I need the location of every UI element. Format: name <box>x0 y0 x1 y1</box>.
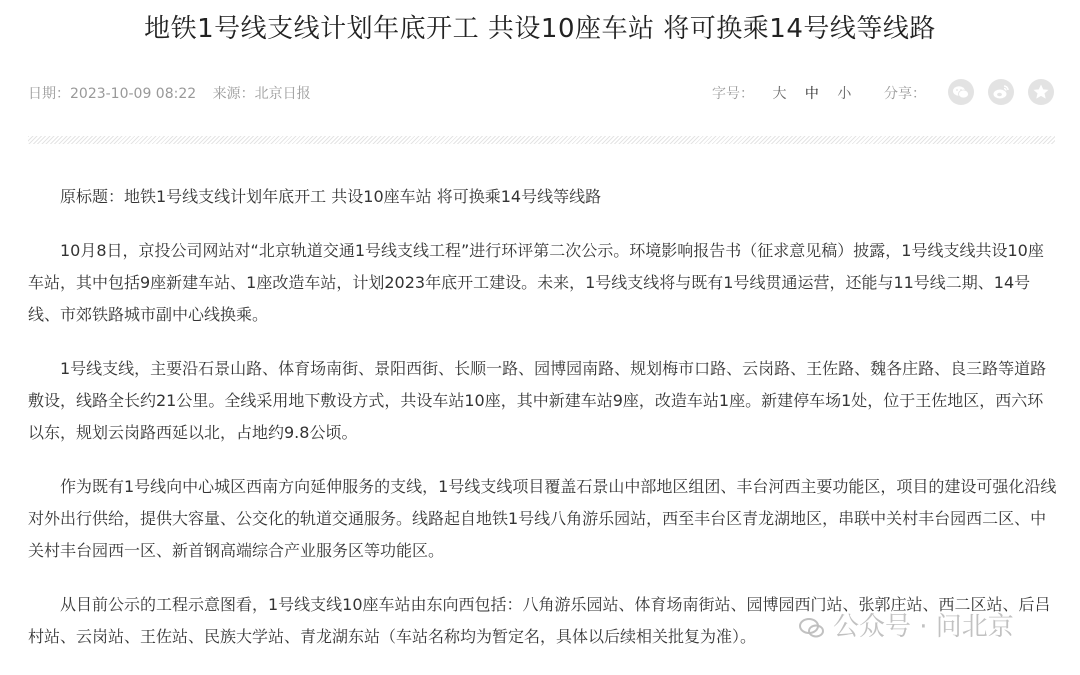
share-wechat-button[interactable] <box>948 79 974 105</box>
wechat-icon <box>948 79 974 105</box>
share-favorite-button[interactable] <box>1028 79 1054 105</box>
font-size-large-button[interactable]: 大 <box>772 86 787 102</box>
share-label: 分享： <box>884 86 926 102</box>
paragraph: 作为既有1号线向中心城区西南方向延伸服务的支线，1号线支线项目覆盖石景山中部地区组团、丰台河西主要功能区，项目的建设可强化沿线对外出行供给，提供大容量、公交化的轨道交通服务。线路起自地铁1号线八角游乐园站，西至丰台区青龙湖地区，串联中关村丰台园西二区、中关村丰台园西一区、新首钢高端综合产业服务区等功能区。 <box>28 477 1057 560</box>
favorite-star-icon <box>1028 79 1054 105</box>
font-size-label: 字号： <box>712 86 754 102</box>
font-size-small-button[interactable]: 小 <box>837 86 852 102</box>
watermark <box>797 606 1014 643</box>
paragraph: 1号线支线，主要沿石景山路、体育场南街、景阳西街、长顺一路、园博园南路、规划梅市口路、云岗路、王佐路、魏各庄路、良三路等道路敷设，线路全长约21公里。全线采用地下敷设方式，共设车站10座，其中新建车站9座，改造车站1座。新建停车场1处，位于王佐地区，西六环以东，规划云岗路西延以北，占地约9.8公顷。 <box>28 359 1047 442</box>
wechat-official-account-icon <box>797 615 827 641</box>
watermark-text: 公众号 · 问北京 <box>833 612 1014 642</box>
paragraph: 10月8日，京投公司网站对“北京轨道交通1号线支线工程”进行环评第二次公示。环境影响报告书（征求意见稿）披露，1号线支线共设10座车站，其中包括9座新建车站、1座改造车站，计划2023年底开工建设。未来，1号线支线将与既有1号线贯通运营，还能与11号线二期、14号线、市郊铁路城市副中心线换乘。 <box>28 241 1044 324</box>
font-size-control <box>712 83 851 103</box>
weibo-icon <box>988 79 1014 105</box>
article-source: 来源：北京日报 <box>212 86 311 102</box>
paragraph: 从目前公示的工程示意图看，1号线支线10座车站由东向西包括：八角游乐园站、体育场南街站、园博园西门站、张郭庄站、西二区站、后吕村站、云岗站、王佐站、民族大学站、青龙湖东站（车站名称均为暂定名，具体以后续相关批复为准）。 <box>28 595 1051 646</box>
paragraph: 原标题：地铁1号线支线计划年底开工 共设10座车站 将可换乘14号线等线路 <box>60 187 602 206</box>
font-size-medium-button[interactable]: 中 <box>804 86 819 102</box>
publish-date: 日期：2023-10-09 08:22 <box>28 86 197 102</box>
article-body <box>28 181 1058 675</box>
article-meta <box>28 83 311 103</box>
article-title: 地铁1号线支线计划年底开工 共设10座车站 将可换乘14号线等线路 <box>144 14 936 44</box>
share-weibo-button[interactable] <box>988 79 1014 105</box>
section-divider <box>28 136 1055 144</box>
